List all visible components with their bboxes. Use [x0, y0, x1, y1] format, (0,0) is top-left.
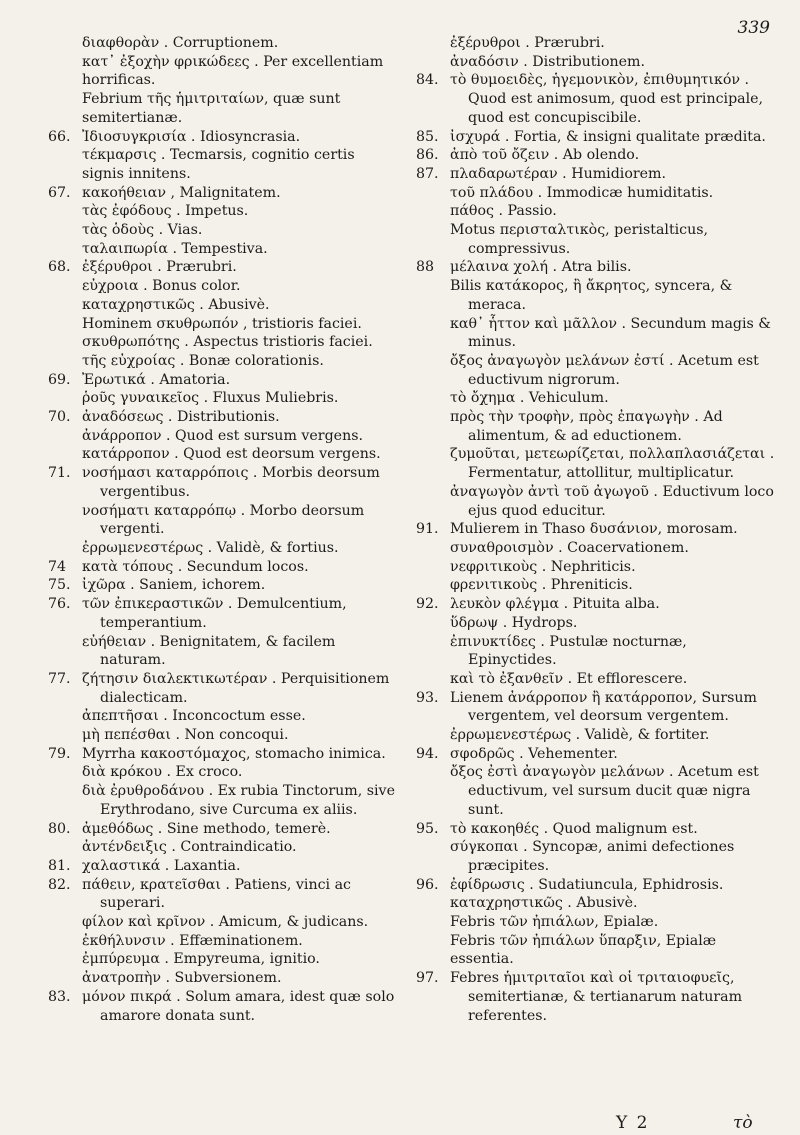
- glossary-entry: [48, 932, 400, 951]
- entry-number: 77.: [48, 670, 71, 687]
- entry-number: 69.: [48, 371, 71, 388]
- entry-text: τῶν ἐπικεραστικῶν . Demulcentium, temperantium.: [82, 596, 347, 631]
- glossary-entry: [416, 689, 776, 726]
- glossary-entry: [48, 389, 400, 408]
- entry-number: 96.: [416, 876, 439, 893]
- entry-text: ὄξος ἐστὶ ἀναγωγὸν μελάνων . Acetum est eductivum, vel sursum ducit quæ nigra sunt.: [450, 764, 759, 818]
- signature-mark: Y 2: [616, 1113, 650, 1133]
- glossary-entry: [48, 633, 400, 670]
- glossary-entry: [48, 90, 400, 127]
- entry-text: κατὰ τόπους . Secundum locos.: [82, 558, 309, 575]
- catchword: τὸ: [733, 1113, 753, 1133]
- glossary-entry: [416, 913, 776, 932]
- glossary-entry: [48, 726, 400, 745]
- entry-text: νεφριτικοὺς . Nephriticis.: [450, 558, 636, 575]
- entry-text: Lienem ἀνάρροπον ἢ κατάρροπον, Sursum vergentem, vel deorsum vergentem.: [450, 689, 757, 725]
- entry-number: 75.: [48, 577, 71, 594]
- glossary-entry: [416, 614, 776, 633]
- entry-text: νοσήματι καταρρόπῳ . Morbo deorsum vergenti.: [82, 502, 365, 538]
- glossary-entry: [416, 258, 776, 277]
- entry-number: 88: [416, 259, 435, 276]
- entry-text: Febris τῶν ἠπιάλων ὕπαρξιν, Epialæ essentia.: [450, 932, 717, 968]
- glossary-entry: [416, 34, 776, 53]
- glossary-entry: [48, 408, 400, 427]
- glossary-entry: [48, 857, 400, 876]
- glossary-entry: [416, 165, 776, 184]
- entry-text: Myrrha κακοστόμαχος, stomacho inimica.: [82, 745, 386, 762]
- entry-number: 83.: [48, 988, 71, 1005]
- entry-number: 68.: [48, 259, 71, 276]
- entry-text: πάθειν, κρατεῖσθαι . Patiens, vinci ac superari.: [82, 876, 351, 912]
- glossary-entry: [48, 53, 400, 90]
- entry-number: 79.: [48, 745, 71, 762]
- entry-text: ὕδρωψ . Hydrops.: [450, 614, 578, 631]
- entry-text: μόνον πικρά . Solum amara, idest quæ solo amarore donata sunt.: [82, 988, 395, 1024]
- glossary-entry: [48, 576, 400, 595]
- glossary-entry: [416, 876, 776, 895]
- entry-number: 74: [48, 558, 67, 575]
- glossary-entry: [416, 53, 776, 72]
- entry-number: 87.: [416, 165, 439, 182]
- entry-number: 70.: [48, 409, 71, 426]
- entry-text: ἰχῶρα . Saniem, ichorem.: [82, 577, 266, 594]
- entry-text: μέλαινα χολή . Atra bilis.: [450, 259, 632, 276]
- entry-text: τὸ ὄχημα . Vehiculum.: [450, 390, 609, 407]
- entry-text: ζυμοῦται, μετεωρίζεται, πολλαπλασιάζεται . Fermentatur, attollitur, multiplicatur.: [450, 446, 775, 482]
- glossary-entry: [416, 184, 776, 203]
- entry-text: τοῦ πλάδου . Immodicæ humiditatis.: [450, 184, 714, 201]
- entry-text: ἐξέρυθροι . Prærubri.: [82, 259, 237, 276]
- entry-text: πάθος . Passio.: [450, 203, 557, 220]
- entry-number: 92.: [416, 596, 439, 613]
- entry-number: 81.: [48, 857, 71, 874]
- glossary-entry: [48, 820, 400, 839]
- entry-text: ἐρρωμενεστέρως . Validè, & fortiter.: [450, 727, 710, 744]
- glossary-entry: [48, 876, 400, 913]
- glossary-entry: [416, 894, 776, 913]
- glossary-entry: [48, 969, 400, 988]
- glossary-entry: [416, 146, 776, 165]
- glossary-entry: [48, 277, 400, 296]
- entry-number: 91.: [416, 521, 439, 538]
- entry-text: τέκμαρσις . Tecmarsis, cognitio certis signis innitens.: [82, 147, 355, 182]
- entry-text: φίλον καὶ κρῖνον . Amicum, & judicans.: [82, 914, 369, 931]
- glossary-entry: [48, 558, 400, 577]
- entry-text: ἐξέρυθροι . Prærubri.: [450, 35, 605, 51]
- glossary-entry: [416, 520, 776, 539]
- glossary-entry: [416, 932, 776, 969]
- glossary-entry: [416, 445, 776, 482]
- glossary-entry: [416, 408, 776, 445]
- glossary-entry: [48, 950, 400, 969]
- glossary-entry: [48, 445, 400, 464]
- entry-text: φρενιτικοὺς . Phreniticis.: [450, 577, 633, 594]
- glossary-entry: [48, 258, 400, 277]
- glossary-entry: [416, 389, 776, 408]
- entry-text: τῆς εὐχροίας . Bonæ colorationis.: [82, 352, 324, 369]
- entry-text: Bilis κατάκορος, ἢ ἄκρητος, syncera, & meraca.: [450, 278, 733, 313]
- entry-text: Febrium τῆς ἡμιτριταίων, quæ sunt semitertianæ.: [82, 91, 341, 126]
- entry-text: εὐήθειαν . Benignitatem, & facilem naturam.: [82, 633, 336, 669]
- entry-text: διὰ ἐρυθροδάνου . Ex rubia Tinctorum, sive Erythrodano, sive Curcuma ex aliis.: [82, 783, 395, 818]
- entry-text: νοσήμασι καταρρόποις . Morbis deorsum vergentibus.: [82, 465, 380, 500]
- entry-text: ἀμεθόδως . Sine methodo, temerè.: [82, 820, 331, 837]
- entry-text: ἀπεπτῆσαι . Inconcoctum esse.: [82, 708, 306, 725]
- glossary-entry: [48, 221, 400, 240]
- glossary-entry: [48, 184, 400, 203]
- entry-number: 84.: [416, 72, 439, 89]
- glossary-entry: [48, 371, 400, 390]
- entry-text: σκυθρωπότης . Aspectus tristioris faciei.: [82, 334, 373, 351]
- entry-text: καὶ τὸ ἐξανθεῖν . Et efflorescere.: [450, 670, 688, 687]
- entry-text: κατ᾽ ἐξοχὴν φρικώδεες . Per excellentiam horrificas.: [82, 53, 384, 89]
- glossary-entry: [48, 427, 400, 446]
- entry-number: 94.: [416, 745, 439, 762]
- glossary-entry: [416, 838, 776, 875]
- glossary-entry: [416, 726, 776, 745]
- glossary-entry: [416, 576, 776, 595]
- entry-text: ζήτησιν διαλεκτικωτέραν . Perquisitionem dialecticam.: [82, 670, 390, 706]
- entry-text: ἀναδόσεως . Distributionis.: [82, 409, 280, 426]
- entry-text: τὰς ἐφόδους . Impetus.: [82, 203, 249, 220]
- glossary-entry: [48, 296, 400, 315]
- glossary-entry: [48, 539, 400, 558]
- left-column: [48, 34, 400, 1025]
- glossary-entry: [416, 483, 776, 520]
- entry-text: καταχρηστικῶς . Abusivè.: [450, 895, 638, 912]
- entry-text: ἀνάρροπον . Quod est sursum vergens.: [82, 427, 363, 444]
- entry-text: ὄξος ἀναγωγὸν μελάνων ἐστί . Acetum est eductivum nigrorum.: [450, 352, 759, 388]
- entry-text: ἐφίδρωσις . Sudatiuncula, Ephidrosis.: [450, 876, 724, 893]
- glossary-entry: [48, 782, 400, 819]
- entry-text: Febris τῶν ἠπιάλων, Epialæ.: [450, 914, 659, 931]
- entry-text: ἐμπύρευμα . Empyreuma, ignitio.: [82, 951, 320, 968]
- glossary-entry: [416, 763, 776, 819]
- entry-text: ῥοῦς γυναικεῖος . Fluxus Muliebris.: [82, 390, 339, 407]
- entry-number: 71.: [48, 465, 71, 482]
- entry-text: συναθροισμὸν . Coacervationem.: [450, 539, 689, 556]
- entry-text: Hominem σκυθρωπόν , tristioris faciei.: [82, 315, 362, 332]
- glossary-entry: [48, 315, 400, 334]
- glossary-entry: [48, 202, 400, 221]
- glossary-entry: [416, 315, 776, 352]
- entry-text: ταλαιπωρία . Tempestiva.: [82, 240, 268, 257]
- entry-text: κατάρροπον . Quod est deorsum vergens.: [82, 446, 381, 463]
- glossary-entry: [416, 633, 776, 670]
- glossary-entry: [416, 128, 776, 147]
- entry-number: 67.: [48, 184, 71, 201]
- entry-text: διαφθορὰν . Corruptionem.: [82, 35, 279, 51]
- glossary-entry: [48, 502, 400, 539]
- entry-text: ἀνατροπὴν . Subversionem.: [82, 970, 282, 987]
- entry-number: 93.: [416, 689, 439, 706]
- glossary-entry: [48, 333, 400, 352]
- entry-text: τὰς ὁδοὺς . Vias.: [82, 222, 203, 239]
- entry-number: 82.: [48, 876, 71, 893]
- entry-text: ἐπινυκτίδες . Pustulæ nocturnæ, Epinyctides.: [450, 633, 687, 669]
- entry-text: Ἰδιοσυγκρισία . Idiosyncrasia.: [82, 128, 301, 145]
- entry-text: σφοδρῶς . Vehementer.: [450, 745, 618, 762]
- entry-text: χαλαστικά . Laxantia.: [82, 857, 241, 874]
- entry-text: Ἐρωτικά . Amatoria.: [82, 371, 231, 388]
- entry-text: μὴ πεπέσθαι . Non concoqui.: [82, 727, 289, 744]
- entry-text: τὸ θυμοειδὲς, ἡγεμονικὸν, ἐπιθυμητικόν . Quod est animosum, quod est principale, quod est concupiscibile.: [450, 72, 764, 126]
- glossary-entry: [48, 763, 400, 782]
- entry-text: καθ᾽ ἧττον καὶ μᾶλλον . Secundum magis & minus.: [450, 315, 771, 351]
- glossary-entry: [48, 128, 400, 147]
- entry-number: 76.: [48, 596, 71, 613]
- glossary-entry: [416, 820, 776, 839]
- glossary-entry: [416, 202, 776, 221]
- glossary-entry: [416, 595, 776, 614]
- glossary-entry: [48, 745, 400, 764]
- entry-text: σύγκοπαι . Syncopæ, animi defectiones præcipites.: [450, 839, 735, 874]
- entry-text: Mulierem in Thaso δυσάνιον, morosam.: [450, 521, 738, 538]
- entry-text: τὸ κακοηθές . Quod malignum est.: [450, 820, 698, 837]
- entry-text: ἀναδόσιν . Distributionem.: [450, 53, 645, 70]
- entry-text: ἀναγωγὸν ἀντὶ τοῦ ἀγωγοῦ . Eductivum loco ejus quod educitur.: [450, 483, 774, 519]
- glossary-entry: [48, 34, 400, 53]
- entry-text: ἀπὸ τοῦ ὄζειν . Ab olendo.: [450, 147, 640, 164]
- glossary-entry: [416, 969, 776, 1025]
- glossary-entry: [48, 913, 400, 932]
- entry-number: 97.: [416, 970, 439, 987]
- entry-text: Febres ἡμιτριταῖοι καὶ οἱ τριταιοφυεῖς, semitertianæ, & tertianarum naturam referentes.: [450, 970, 743, 1024]
- glossary-entry: [48, 240, 400, 259]
- entry-text: πρὸς τὴν τροφὴν, πρὸς ἐπαγωγὴν . Ad alimentum, & ad eductionem.: [450, 409, 723, 444]
- glossary-entry: [416, 558, 776, 577]
- right-column: [416, 34, 776, 1025]
- entry-text: ἀντένδειξις . Contraindicatio.: [82, 839, 297, 856]
- glossary-entry: [416, 745, 776, 764]
- glossary-entry: [48, 838, 400, 857]
- glossary-entry: [416, 277, 776, 314]
- glossary-entry: [48, 146, 400, 183]
- entry-text: πλαδαρωτέραν . Humidiorem.: [450, 165, 667, 182]
- glossary-entry: [48, 988, 400, 1025]
- entry-text: καταχρηστικῶς . Abusivè.: [82, 296, 270, 313]
- entry-text: λευκὸν φλέγμα . Pituita alba.: [450, 596, 660, 613]
- glossary-entry: [416, 221, 776, 258]
- entry-text: κακοήθειαν , Malignitatem.: [82, 184, 281, 201]
- entry-text: διὰ κρόκου . Ex croco.: [82, 764, 243, 781]
- entry-text: ἐκθήλυνσιν . Effæminationem.: [82, 932, 303, 949]
- entry-number: 66.: [48, 128, 71, 145]
- glossary-entry: [416, 670, 776, 689]
- glossary-entry: [48, 707, 400, 726]
- entry-number: 80.: [48, 820, 71, 837]
- glossary-entry: [48, 352, 400, 371]
- glossary-entry: [48, 670, 400, 707]
- page-number: 339: [737, 18, 770, 38]
- entry-text: ἰσχυρά . Fortia, & insigni qualitate prædita.: [450, 128, 766, 145]
- entry-text: Motus περισταλτικὸς, peristalticus, compressivus.: [450, 222, 709, 257]
- entry-text: ἐρρωμενεστέρως . Validè, & fortius.: [82, 539, 339, 556]
- glossary-entry: [48, 464, 400, 501]
- entry-number: 86.: [416, 147, 439, 164]
- entry-number: 95.: [416, 820, 439, 837]
- glossary-entry: [416, 71, 776, 127]
- entry-number: 85.: [416, 128, 439, 145]
- glossary-entry: [416, 539, 776, 558]
- glossary-entry: [48, 595, 400, 632]
- glossary-entry: [416, 352, 776, 389]
- entry-text: εὐχροια . Bonus color.: [82, 278, 241, 295]
